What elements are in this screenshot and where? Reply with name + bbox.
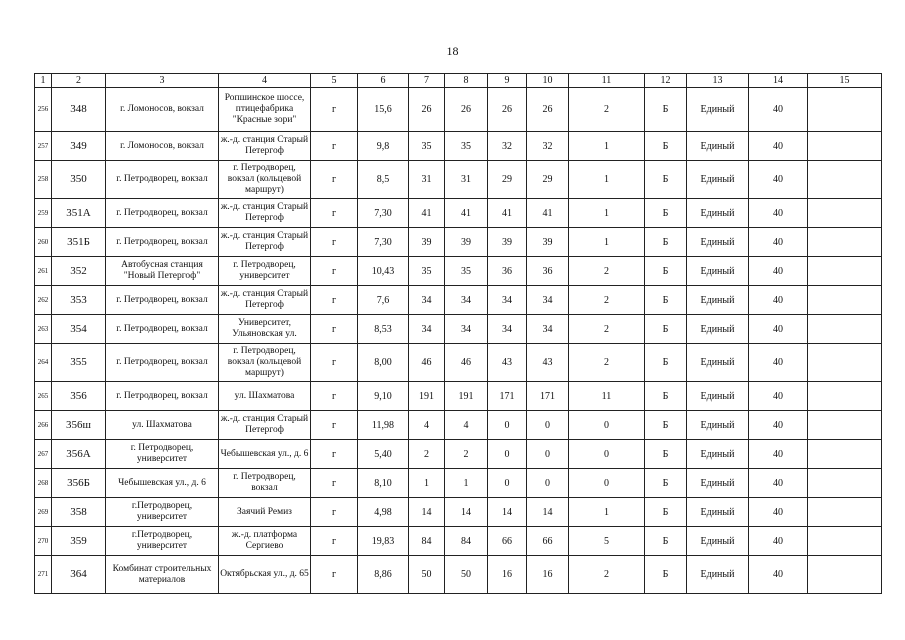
table-cell: 9,10 [358,382,409,411]
table-cell: г [311,411,358,440]
table-cell [808,498,882,527]
table-cell: 40 [749,411,808,440]
table-row [35,411,882,440]
table-cell: 15,6 [358,88,409,132]
table-cell: 41 [445,199,488,228]
table-cell: ул. Шахматова [106,411,219,440]
route-register-table [34,73,882,594]
table-cell: г [311,315,358,344]
table-cell: 1 [569,228,645,257]
column-header: 4 [219,74,311,88]
table-cell [808,344,882,382]
table-cell [808,556,882,594]
table-cell: 271 [35,556,52,594]
table-cell: г. Ломоносов, вокзал [106,132,219,161]
table-cell: 35 [409,132,445,161]
table-cell: 40 [749,228,808,257]
table-row [35,382,882,411]
table-cell: 16 [488,556,527,594]
table-header-row [35,74,882,88]
table-cell: 354 [52,315,106,344]
table-cell: 262 [35,286,52,315]
table-cell: 14 [488,498,527,527]
table-cell: 265 [35,382,52,411]
table-cell: г [311,161,358,199]
table-cell: Чебышевская ул., д. 6 [219,440,311,469]
table-cell: 43 [527,344,569,382]
table-cell: 35 [409,257,445,286]
table-cell: 8,10 [358,469,409,498]
table-cell: Б [645,315,687,344]
table-cell: Б [645,257,687,286]
column-header: 11 [569,74,645,88]
table-cell: 14 [445,498,488,527]
table-cell: г. Петродворец, вокзал (кольцевой маршрут) [219,344,311,382]
table-cell: Единый [687,344,749,382]
table-cell: 4 [409,411,445,440]
table-cell: 11,98 [358,411,409,440]
table-row [35,344,882,382]
table-cell: 2 [569,286,645,315]
table-cell: 41 [409,199,445,228]
table-cell: 356А [52,440,106,469]
table-cell: 266 [35,411,52,440]
table-cell: 34 [527,286,569,315]
table-cell: 40 [749,161,808,199]
table-cell: г [311,527,358,556]
table-cell: 171 [488,382,527,411]
table-cell: 8,5 [358,161,409,199]
column-header: 10 [527,74,569,88]
table-cell: г [311,556,358,594]
table-cell: Б [645,382,687,411]
table-cell: г [311,228,358,257]
table-cell: 270 [35,527,52,556]
table-cell: г [311,498,358,527]
column-header: 5 [311,74,358,88]
table-cell: г [311,199,358,228]
table-cell: 268 [35,469,52,498]
table-cell: 264 [35,344,52,382]
table-row [35,132,882,161]
table-cell: Б [645,199,687,228]
table-cell: 36 [527,257,569,286]
table-cell: 1 [569,498,645,527]
table-cell: 31 [445,161,488,199]
table-cell: Единый [687,556,749,594]
table-cell: Б [645,469,687,498]
table-cell: 40 [749,257,808,286]
table-cell: 16 [527,556,569,594]
table-cell: 2 [409,440,445,469]
table-cell: 10,43 [358,257,409,286]
table-cell: 40 [749,527,808,556]
table-cell: 8,86 [358,556,409,594]
table-cell: 171 [527,382,569,411]
table-cell: 9,8 [358,132,409,161]
table-cell: г [311,132,358,161]
table-cell: 355 [52,344,106,382]
table-cell: 26 [527,88,569,132]
table-cell: 35 [445,257,488,286]
table-cell: 40 [749,498,808,527]
table-cell: 40 [749,440,808,469]
table-cell: 356 [52,382,106,411]
table-cell: 29 [527,161,569,199]
table-cell: Б [645,498,687,527]
table-row [35,440,882,469]
table-cell [808,88,882,132]
table-cell: 19,83 [358,527,409,556]
table-cell: 50 [445,556,488,594]
table-cell: Единый [687,257,749,286]
table-cell: Б [645,161,687,199]
table-cell: 0 [488,440,527,469]
table-cell: 5,40 [358,440,409,469]
table-cell: 2 [569,257,645,286]
column-header: 15 [808,74,882,88]
table-cell: 2 [445,440,488,469]
table-cell: 34 [409,286,445,315]
table-cell: 1 [409,469,445,498]
table-cell: 1 [569,161,645,199]
table-cell: 263 [35,315,52,344]
table-cell: Единый [687,527,749,556]
table-cell: 348 [52,88,106,132]
table-cell: ж.-д. станция Старый Петергоф [219,411,311,440]
table-cell: 34 [445,286,488,315]
table-cell: 1 [569,199,645,228]
table-cell: 39 [527,228,569,257]
table-cell: 359 [52,527,106,556]
table-cell: Б [645,440,687,469]
table-cell: 2 [569,315,645,344]
table-cell: 14 [527,498,569,527]
table-cell: г.Петродворец, университет [106,498,219,527]
table-cell: Б [645,411,687,440]
table-cell: Единый [687,498,749,527]
column-header: 3 [106,74,219,88]
table-cell: 50 [409,556,445,594]
table-cell: 352 [52,257,106,286]
table-cell: 34 [488,286,527,315]
table-cell: 5 [569,527,645,556]
table-cell: 0 [527,440,569,469]
table-cell: 34 [488,315,527,344]
table-cell: Автобусная станция "Новый Петергоф" [106,257,219,286]
table-cell: Единый [687,88,749,132]
table-row [35,527,882,556]
table-cell: г. Петродворец, вокзал [106,344,219,382]
table-cell: 0 [569,469,645,498]
table-row [35,498,882,527]
table-cell: 84 [445,527,488,556]
table-cell: 26 [409,88,445,132]
table-cell [808,411,882,440]
table-cell: Ропшинское шоссе, птицефабрика "Красные зори" [219,88,311,132]
table-cell: 7,30 [358,199,409,228]
table-cell: 40 [749,315,808,344]
table-cell: 40 [749,199,808,228]
table-cell: 256 [35,88,52,132]
table-cell: 46 [409,344,445,382]
table-row [35,199,882,228]
table-cell: Б [645,132,687,161]
table-cell: ул. Шахматова [219,382,311,411]
table-cell: 84 [409,527,445,556]
table-cell: 40 [749,556,808,594]
table-cell: 4,98 [358,498,409,527]
table-cell: 8,00 [358,344,409,382]
table-cell: 66 [488,527,527,556]
table-cell: Б [645,527,687,556]
table-cell: 191 [409,382,445,411]
table-cell: 34 [445,315,488,344]
column-header: 7 [409,74,445,88]
table-row [35,257,882,286]
table-cell: 0 [527,411,569,440]
table-cell [808,315,882,344]
table-cell: 267 [35,440,52,469]
table-cell: Единый [687,286,749,315]
table-cell: 43 [488,344,527,382]
table-cell: 356ш [52,411,106,440]
table-cell: г. Петродворец, вокзал [219,469,311,498]
table-cell: Единый [687,411,749,440]
table-row [35,228,882,257]
table-cell: Единый [687,199,749,228]
table-cell: г [311,88,358,132]
table-cell: г [311,286,358,315]
table-cell: 46 [445,344,488,382]
table-cell [808,199,882,228]
table-row [35,161,882,199]
table-cell: 40 [749,132,808,161]
table-row [35,469,882,498]
table-cell: 1 [445,469,488,498]
table-cell: 350 [52,161,106,199]
table-cell: г. Петродворец, вокзал [106,199,219,228]
table-cell: 66 [527,527,569,556]
table-cell: 2 [569,88,645,132]
table-cell: Б [645,344,687,382]
table-cell: 349 [52,132,106,161]
table-cell: Единый [687,315,749,344]
table-cell: 26 [445,88,488,132]
table-cell: 269 [35,498,52,527]
table-cell: 34 [409,315,445,344]
table-cell: 353 [52,286,106,315]
table-cell: г. Петродворец, университет [219,257,311,286]
table-cell: 0 [527,469,569,498]
table-cell: 26 [488,88,527,132]
column-header: 13 [687,74,749,88]
table-cell: 40 [749,286,808,315]
table-cell: Единый [687,161,749,199]
table-cell [808,132,882,161]
table-cell: Заячий Ремиз [219,498,311,527]
table-cell: 40 [749,344,808,382]
table-row [35,315,882,344]
table-cell: 39 [409,228,445,257]
table-cell: 41 [488,199,527,228]
table-cell: 260 [35,228,52,257]
table-cell: 40 [749,88,808,132]
table-cell [808,257,882,286]
table-cell: Б [645,286,687,315]
table-cell: 258 [35,161,52,199]
table-cell: г. Петродворец, вокзал (кольцевой маршрут) [219,161,311,199]
table-cell: г. Петродворец, университет [106,440,219,469]
table-cell: Единый [687,382,749,411]
table-cell: г. Петродворец, вокзал [106,382,219,411]
column-header: 12 [645,74,687,88]
column-header: 2 [52,74,106,88]
table-row [35,88,882,132]
table-cell [808,527,882,556]
table-cell: Б [645,88,687,132]
table-cell: 257 [35,132,52,161]
table-cell: Б [645,556,687,594]
table-cell: ж.-д. станция Старый Петергоф [219,228,311,257]
table-cell: г. Ломоносов, вокзал [106,88,219,132]
table-cell: 7,6 [358,286,409,315]
table-cell: 8,53 [358,315,409,344]
table-cell: 11 [569,382,645,411]
table-cell [808,161,882,199]
table-cell: 36 [488,257,527,286]
table-cell: 32 [527,132,569,161]
table-cell: г [311,382,358,411]
table-cell: 261 [35,257,52,286]
table-cell: 2 [569,344,645,382]
table-cell: Единый [687,228,749,257]
table-cell [808,286,882,315]
table-cell: 40 [749,469,808,498]
column-header: 6 [358,74,409,88]
table-cell [808,382,882,411]
table-cell: 0 [569,411,645,440]
table-cell: 31 [409,161,445,199]
table-cell: г. Петродворец, вокзал [106,161,219,199]
table-cell: 4 [445,411,488,440]
table-cell: 32 [488,132,527,161]
table-cell: 29 [488,161,527,199]
table-cell: 351Б [52,228,106,257]
table-cell: Единый [687,469,749,498]
table-cell: 358 [52,498,106,527]
column-header: 14 [749,74,808,88]
table-cell [808,469,882,498]
table-cell: ж.-д. платформа Сергиево [219,527,311,556]
table-cell: г.Петродворец, университет [106,527,219,556]
table-cell: 356Б [52,469,106,498]
table-cell: 14 [409,498,445,527]
table-cell: ж.-д. станция Старый Петергоф [219,132,311,161]
table-cell: 0 [488,469,527,498]
table-cell: г [311,257,358,286]
table-cell: г. Петродворец, вокзал [106,315,219,344]
table-cell: г [311,344,358,382]
table-row [35,556,882,594]
table-cell: 7,30 [358,228,409,257]
table-cell: Единый [687,440,749,469]
table-cell: 2 [569,556,645,594]
table-cell: Университет, Ульяновская ул. [219,315,311,344]
table-cell [808,440,882,469]
column-header: 1 [35,74,52,88]
table-cell: 191 [445,382,488,411]
page-number: 18 [446,44,459,58]
table-cell: г [311,440,358,469]
table-cell [808,228,882,257]
table-cell: Чебышевская ул., д. 6 [106,469,219,498]
table-cell: Единый [687,132,749,161]
table-cell: Комбинат строительных материалов [106,556,219,594]
table-cell: ж.-д. станция Старый Петергоф [219,286,311,315]
table-cell: 40 [749,382,808,411]
table-cell: 351А [52,199,106,228]
table-cell: 39 [488,228,527,257]
table-row [35,286,882,315]
table-cell: 34 [527,315,569,344]
table-cell: 0 [488,411,527,440]
column-header: 9 [488,74,527,88]
table-cell: 259 [35,199,52,228]
table-cell: г. Петродворец, вокзал [106,286,219,315]
table-cell: 0 [569,440,645,469]
table-cell: 1 [569,132,645,161]
table-cell: г. Петродворец, вокзал [106,228,219,257]
table-cell: 35 [445,132,488,161]
column-header: 8 [445,74,488,88]
table-cell: Октябрьская ул., д. 65 [219,556,311,594]
table-cell: 41 [527,199,569,228]
table-cell: г [311,469,358,498]
table-cell: 364 [52,556,106,594]
table-cell: ж.-д. станция Старый Петергоф [219,199,311,228]
table-cell: Б [645,228,687,257]
table-cell: 39 [445,228,488,257]
